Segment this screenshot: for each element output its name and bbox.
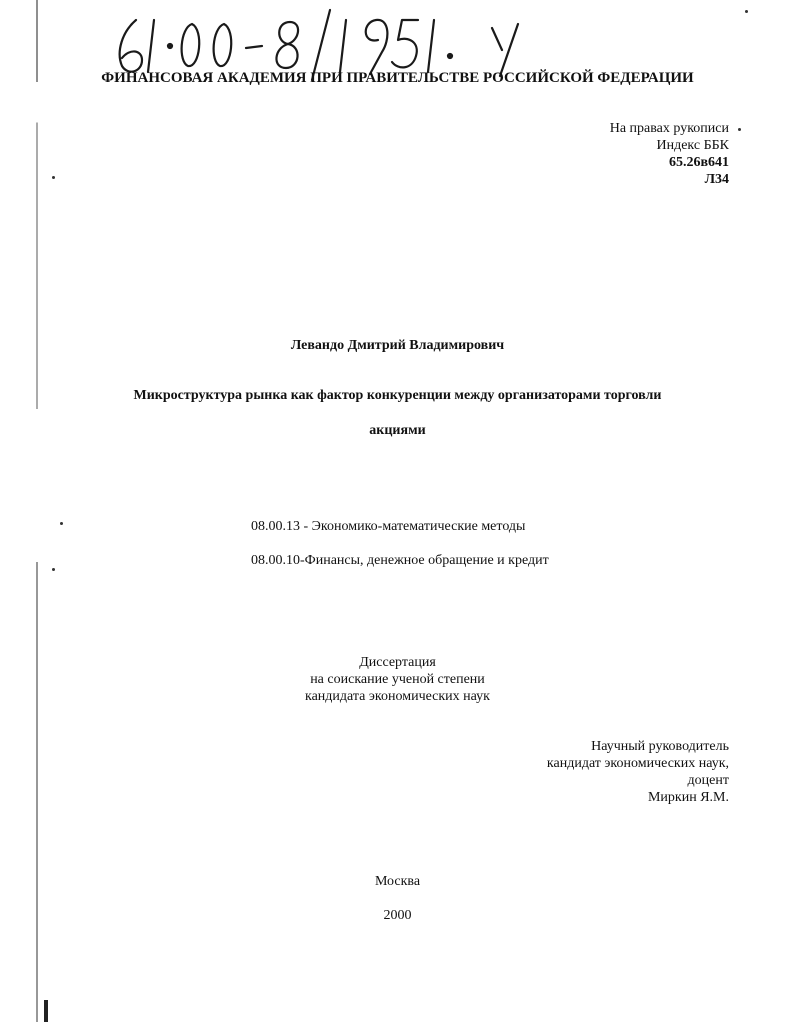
manuscript-rights: На правах рукописи (609, 121, 729, 136)
manuscript-block (610, 120, 729, 188)
degree-line3: кандидата экономических наук (305, 689, 490, 704)
manuscript-index-label: Индекс ББК (656, 138, 729, 153)
scan-speck (745, 10, 748, 13)
scan-speck (60, 522, 63, 525)
year: 2000 (383, 908, 412, 923)
manuscript-index-code: 65.26в641 (668, 155, 729, 170)
specialty-2: 08.00.10-Финансы, денежное обращение и кредит (251, 553, 549, 568)
scan-speck (738, 128, 741, 131)
manuscript-index-sub: Л34 (704, 172, 729, 187)
dissertation-title-line2: акциями (369, 423, 426, 438)
dissertation-title-line1: Микроструктура рынка как фактор конкуренции между организаторами торговли (133, 388, 662, 403)
supervisor-name: Миркин Я.М. (647, 790, 729, 805)
author-name: Левандо Дмитрий Владимирович (290, 338, 505, 353)
specialty-1: 08.00.13 - Экономико-математические методы (251, 519, 526, 534)
supervisor-role: Научный руководитель (591, 739, 729, 754)
degree-line2: на соискание ученой степени (310, 672, 485, 687)
scan-edge-bottom (44, 1000, 48, 1022)
scan-speck (52, 568, 55, 571)
scan-edge-left (36, 0, 38, 1022)
supervisor-degree: кандидат экономических наук, (546, 756, 729, 771)
institution-heading: ФИНАНСОВАЯ АКАДЕМИЯ ПРИ ПРАВИТЕЛЬСТВЕ РОССИЙСКОЙ ФЕДЕРАЦИИ (101, 70, 694, 86)
supervisor-rank: доцент (687, 773, 729, 788)
scan-speck (52, 176, 55, 179)
degree-line1: Диссертация (359, 655, 436, 670)
city: Москва (374, 874, 421, 889)
supervisor-block (547, 738, 729, 806)
